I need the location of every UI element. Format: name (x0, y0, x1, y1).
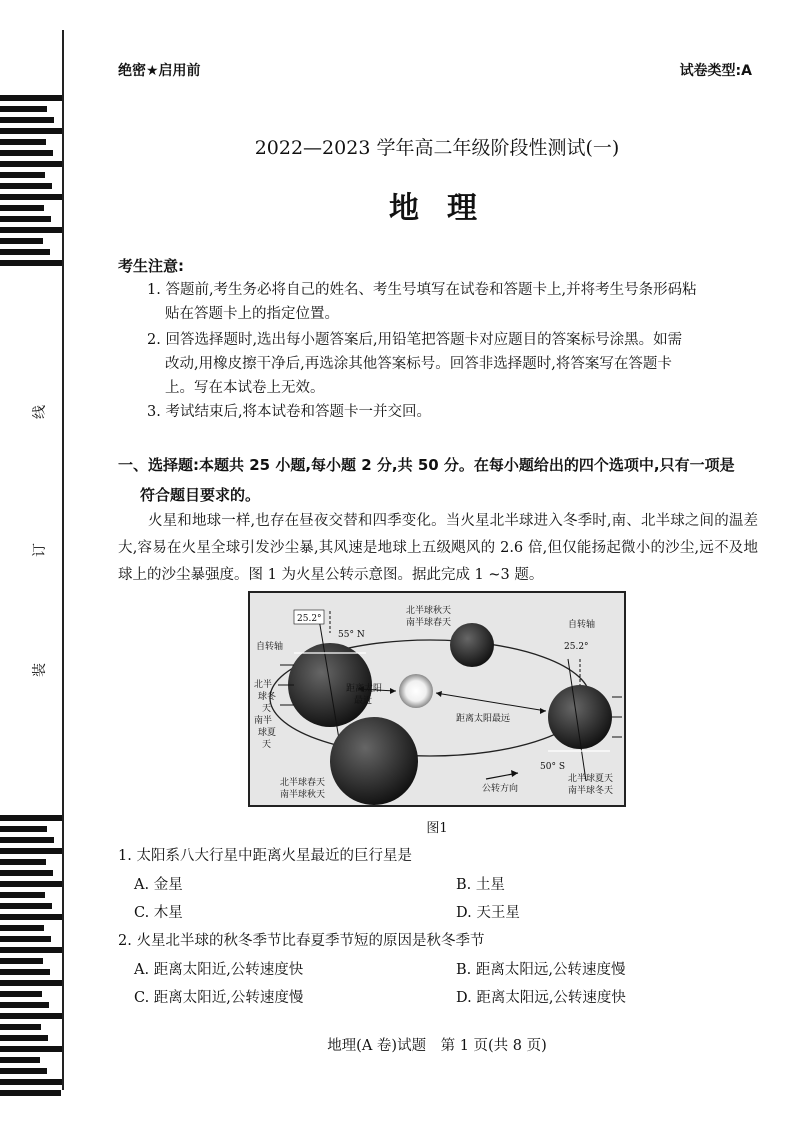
lat-n-label: 55° N (338, 630, 365, 640)
mars-orbit-figure (248, 591, 626, 807)
note-1 (147, 278, 757, 326)
question-2-option-d: D. 距离太阳远,公转速度快 (456, 990, 626, 1006)
binding-bar (0, 1090, 61, 1096)
left-season-3: 天 (262, 704, 272, 714)
binding-bar (0, 227, 62, 233)
figure-caption: 图1 (426, 821, 448, 836)
binding-bar (0, 980, 62, 986)
mars-bottom-icon (330, 717, 418, 805)
note-2-line-1: 2. 回答选择题时,选出每小题答案后,用铅笔把答题卡对应题目的答案标号涂黑。如需 (147, 332, 683, 348)
note-2-line-3: 上。写在本试卷上无效。 (165, 380, 325, 396)
nearest-label-1: 距离太阳 (346, 684, 383, 694)
sun-icon (399, 674, 433, 708)
left-season-6: 天 (262, 740, 272, 750)
note-2-line-2: 改动,用橡皮擦干净后,再选涂其他答案标号。回答非选择题时,将答案写在答题卡 (165, 356, 672, 372)
binding-bar (0, 1013, 62, 1019)
binding-bar (0, 238, 43, 244)
binding-char-bind: 装 (32, 663, 48, 677)
right-season-1: 北半球夏天 (568, 774, 614, 784)
question-1-option-c: C. 木星 (134, 905, 183, 921)
bottom-season-2: 南半球秋天 (280, 790, 326, 800)
binding-bar (0, 859, 46, 865)
right-season-2: 南半球冬天 (568, 786, 614, 796)
question-2-option-c: C. 距离太阳近,公转速度慢 (134, 990, 304, 1006)
binding-bar (0, 106, 47, 112)
question-2-stem: 2. 火星北半球的秋冬季节比春夏季节短的原因是秋冬季节 (118, 933, 485, 949)
lat-s-label: 50° S (540, 762, 565, 772)
binding-bar (0, 892, 45, 898)
section-line-1: 一、选择题:本题共 25 小题,每小题 2 分,共 50 分。在每小题给出的四个选项中,只有一项是 (118, 456, 735, 474)
binding-bar (0, 172, 45, 178)
binding-bar (0, 958, 43, 964)
bottom-season-1: 北半球春天 (280, 778, 326, 788)
question-1-option-d: D. 天王星 (456, 905, 520, 921)
left-season-1: 北半 (254, 680, 273, 690)
mars-orbit-diagram (250, 593, 624, 805)
binding-char-line: 线 (32, 405, 48, 419)
binding-bar (0, 216, 51, 222)
binding-bar (0, 947, 62, 953)
note-3-line-1: 3. 考试结束后,将本试卷和答题卡一并交回。 (147, 404, 432, 420)
top-season-2: 南半球春天 (406, 618, 452, 628)
question-2-option-b: B. 距离太阳远,公转速度慢 (456, 962, 626, 978)
binding-bar (0, 936, 51, 942)
question-2-option-a: A. 距离太阳近,公转速度快 (134, 962, 304, 978)
farthest-label: 距离太阳最远 (456, 714, 511, 724)
note-1-line-2: 贴在答题卡上的指定位置。 (165, 306, 339, 322)
left-season-2: 球冬 (258, 692, 277, 702)
binding-bar (0, 870, 53, 876)
subject-title: 地理 (389, 191, 505, 226)
binding-bar (0, 1024, 41, 1030)
left-season-5: 球夏 (258, 728, 277, 738)
axis-right-label: 自转轴 (568, 620, 596, 630)
binding-bar (0, 183, 52, 189)
binding-bar (0, 837, 54, 843)
binding-bar (0, 969, 50, 975)
binding-bar (0, 117, 54, 123)
axis-left-label: 自转轴 (256, 642, 284, 652)
binding-bar (0, 848, 62, 854)
binding-bar (0, 205, 44, 211)
mars-top-icon (450, 623, 494, 667)
note-1-line-1: 1. 答题前,考生务必将自己的姓名、考生号填写在试卷和答题卡上,并将考生号条形码粘 (147, 282, 697, 298)
binding-bar (0, 881, 62, 887)
binding-bar (0, 1057, 40, 1063)
binding-strip (0, 0, 70, 1123)
page-footer: 地理(A 卷)试题 第 1 页(共 8 页) (327, 1038, 547, 1054)
binding-bar (0, 991, 42, 997)
binding-bar (0, 925, 44, 931)
binding-bar (0, 95, 62, 101)
binding-bar (0, 1079, 62, 1085)
binding-bar (0, 1002, 49, 1008)
question-1-option-a: A. 金星 (134, 877, 183, 893)
note-3 (147, 400, 757, 424)
binding-bar (0, 249, 50, 255)
tilt-right-label: 25.2° (564, 642, 589, 652)
tilt-left-label: 25.2° (297, 614, 322, 624)
binding-bar (0, 903, 52, 909)
binding-bar (0, 1068, 47, 1074)
binding-bar (0, 161, 62, 167)
note-2 (147, 328, 757, 400)
orbit-direction-label: 公转方向 (482, 784, 519, 794)
section-heading (118, 450, 758, 510)
nearest-label-2: 最近 (354, 696, 373, 706)
top-season-1: 北半球秋天 (406, 606, 452, 616)
passage: 火星和地球一样,也存在昼夜交替和四季变化。当火星北半球进入冬季时,南、北半球之间的温差大,容易在火星全球引发沙尘暴,其风速是地球上五级飓风的 2.6 倍,但仅能扬起微小的沙尘,远不及地球上的沙尘暴强度。图 1 为火星公转示意图。据此完成 1 ~3 题。 (118, 513, 758, 583)
binding-bar (0, 914, 62, 920)
question-1-stem: 1. 太阳系八大行星中距离火星最近的巨行星是 (118, 848, 412, 864)
section-line-2: 符合题目要求的。 (140, 486, 261, 504)
left-season-4: 南半 (254, 716, 273, 726)
paper-type-label: 试卷类型:A (679, 63, 752, 79)
notes-title: 考生注意: (118, 257, 184, 275)
exam-title: 2022—2023 学年高二年级阶段性测试(一) (254, 137, 620, 159)
question-1-option-b: B. 土星 (456, 877, 505, 893)
binding-bar (0, 260, 62, 266)
binding-char-order: 订 (32, 543, 48, 557)
confidential-label: 绝密★启用前 (118, 63, 201, 79)
